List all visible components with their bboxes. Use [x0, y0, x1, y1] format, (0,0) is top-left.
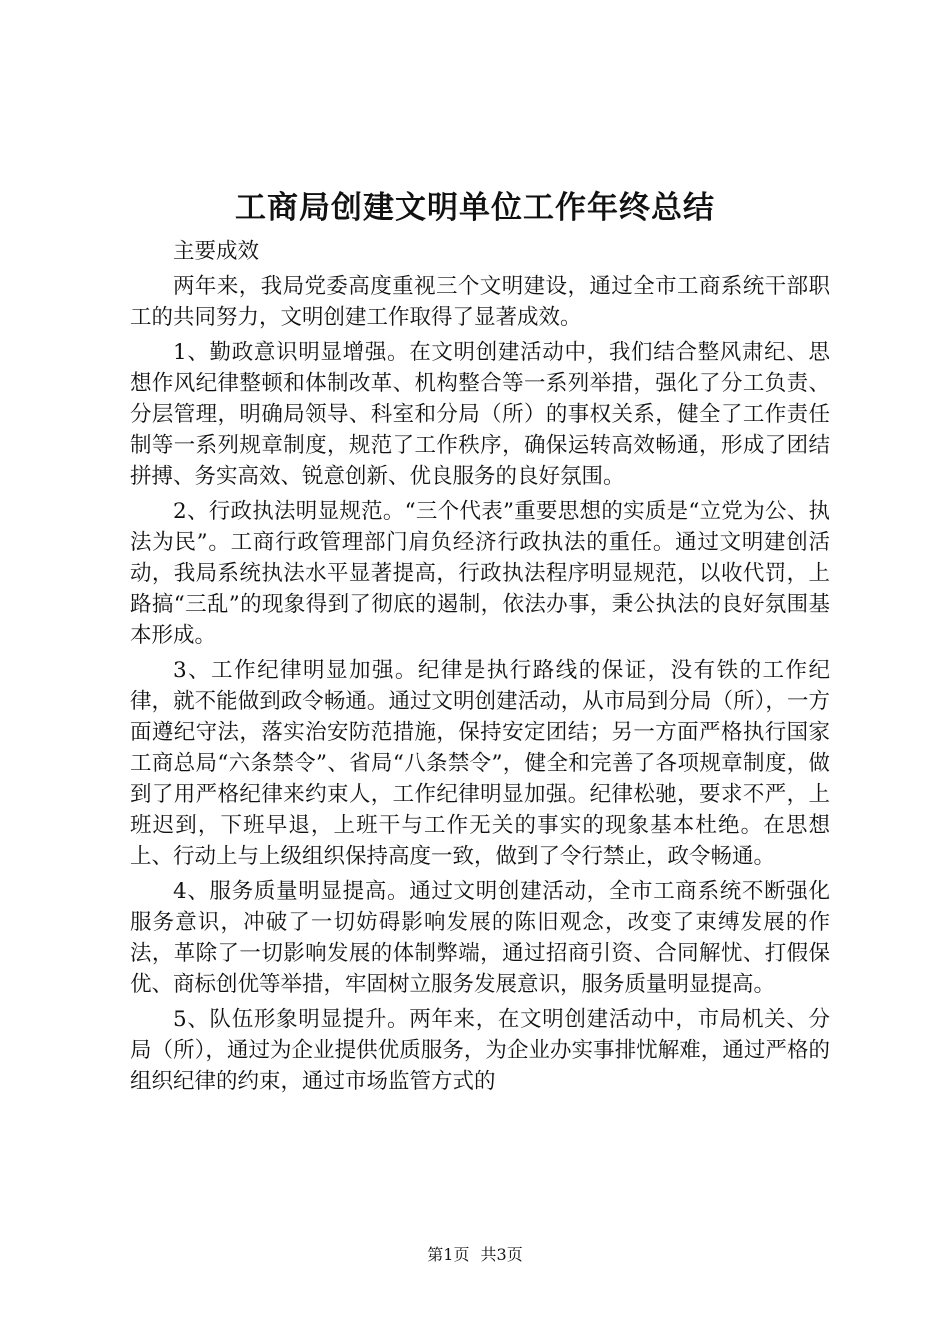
section-heading: 主要成效: [173, 239, 260, 264]
page-footer: [0, 1244, 950, 1266]
document-title: 工商局创建文明单位工作年终总结: [235, 190, 715, 226]
paragraph-item-1: 1、勤政意识明显增强。在文明创建活动中，我们结合整风肃纪、思想作风纪律整顿和体制改革、机构整合等一系列举措，强化了分工负责、分层管理，明确局领导、科室和分局（所）的事权关系，健全了工作责任制等一系列规章制度，规范了工作秩序，确保运转高效畅通，形成了团结拼搏、务实高效、锐意创新、优良服务的良好氛围。: [130, 340, 830, 489]
document-body: [130, 236, 830, 1101]
page-number: 第1页: [427, 1245, 470, 1264]
paragraph-item-5: 5、队伍形象明显提升。两年来，在文明创建活动中，市局机关、分局（所），通过为企业提供优质服务，为企业办实事排忧解难，通过严格的组织纪律的约束，通过市场监管方式的: [130, 1007, 830, 1094]
paragraph-item-4: 4、服务质量明显提高。通过文明创建活动，全市工商系统不断强化服务意识，冲破了一切妨碍影响发展的陈旧观念，改变了束缚发展的作法，革除了一切影响发展的体制弊端，通过招商引资、合同解忧、打假保优、商标创优等举措，牢固树立服务发展意识，服务质量明显提高。: [130, 879, 830, 997]
paragraph-item-3: 3、工作纪律明显加强。纪律是执行路线的保证，没有铁的工作纪律，就不能做到政令畅通。通过文明创建活动，从市局到分局（所），一方面遵纪守法，落实治安防范措施，保持安定团结；另一方面严格执行国家工商总局“六条禁令”、省局“八条禁令”，健全和完善了各项规章制度，做到了用严格纪律来约束人，工作纪律明显加强。纪律松驰，要求不严，上班迟到，下班早退，上班干与工作无关的事实的现象基本杜绝。在思想上、行动上与上级组织保持高度一致，做到了令行禁止，政令畅通。: [130, 658, 830, 869]
paragraph-item-2: 2、行政执法明显规范。“三个代表”重要思想的实质是“立党为公、执法为民”。工商行政管理部门肩负经济行政执法的重任。通过文明建创活动，我局系统执法水平显著提高，行政执法程序明显规范，以收代罚，上路搞“三乱”的现象得到了彻底的遏制，依法办事，秉公执法的良好氛围基本形成。: [130, 499, 831, 648]
paragraph-intro: 两年来，我局党委高度重视三个文明建设，通过全市工商系统干部职工的共同努力，文明创建工作取得了显著成效。: [130, 274, 830, 330]
page-total: 共3页: [480, 1245, 523, 1264]
